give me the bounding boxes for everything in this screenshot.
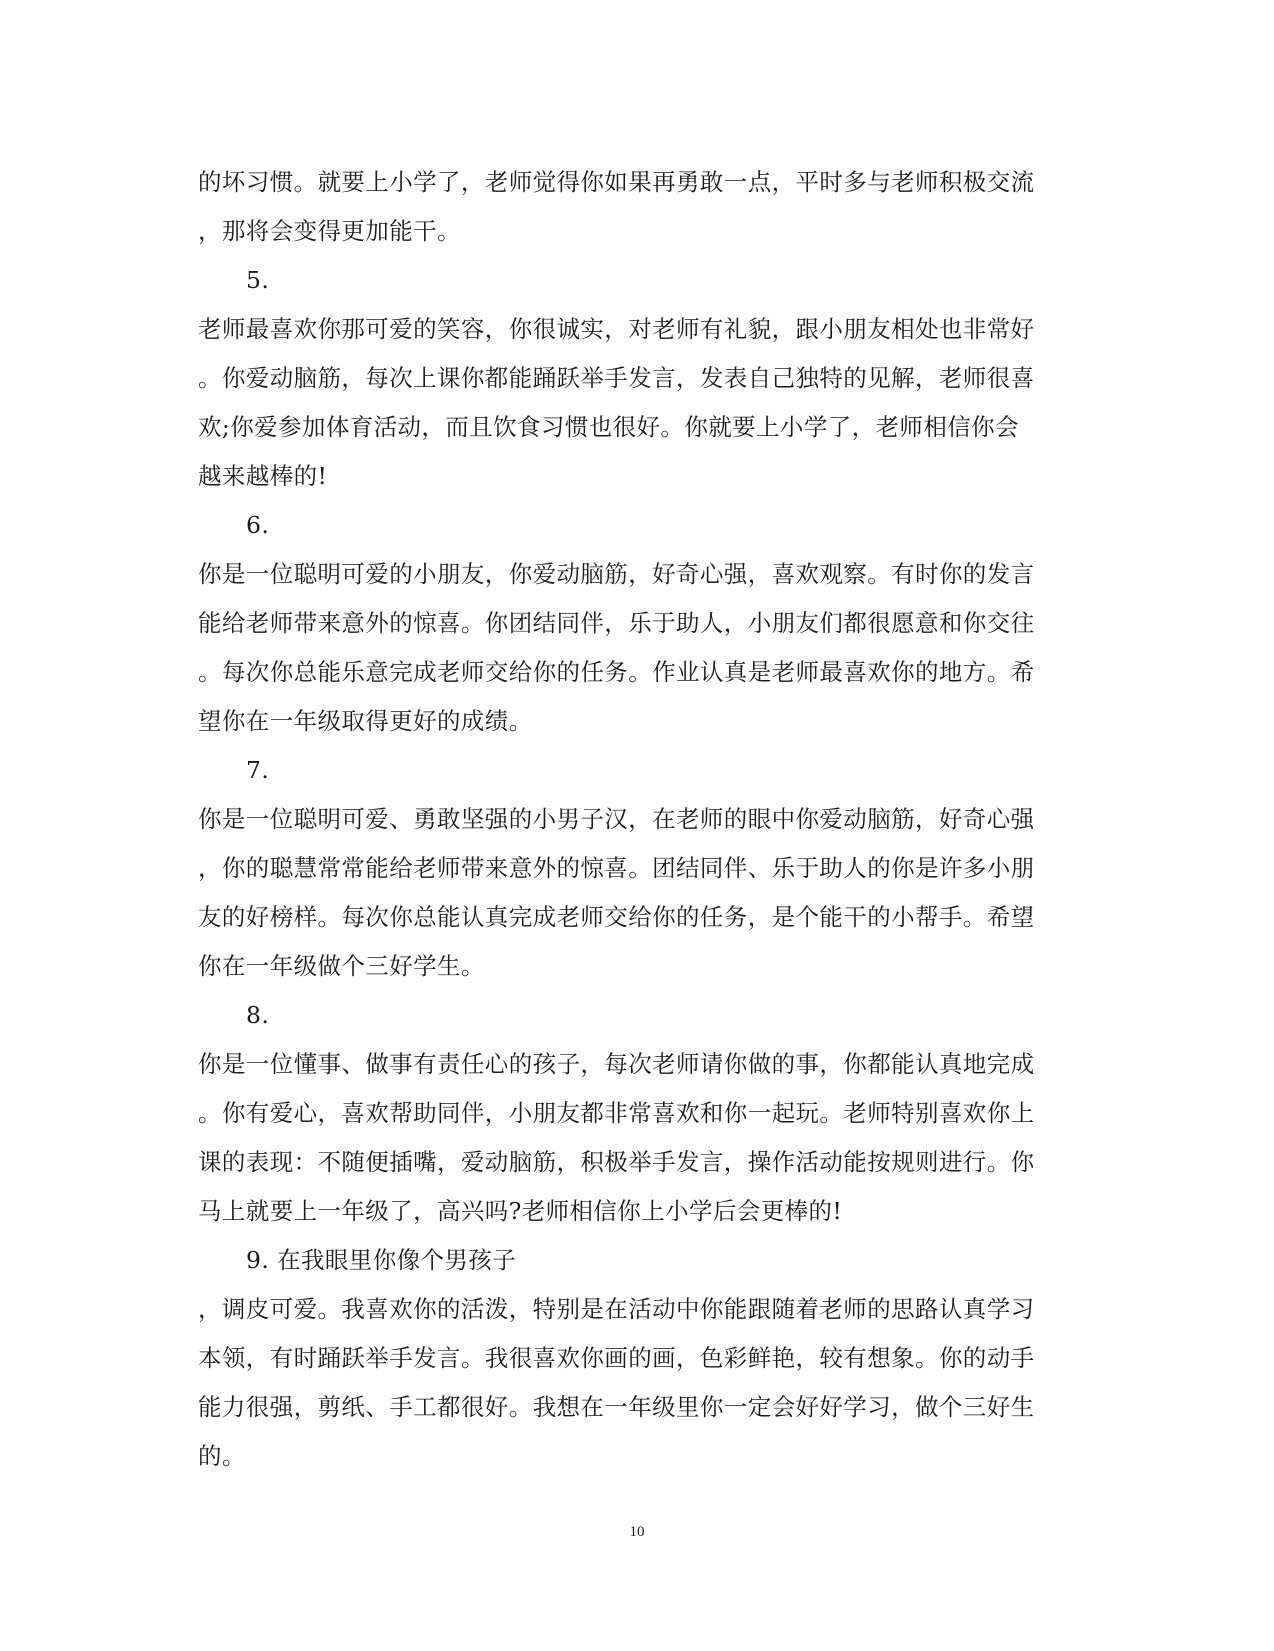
text-line: 你是一位懂事、做事有责任心的孩子，每次老师请你做的事，你都能认真地完成 (198, 1050, 1035, 1078)
item-number: 6. (246, 511, 270, 539)
text-line: 望你在一年级取得更好的成绩。 (198, 707, 533, 735)
text-line: 能给老师带来意外的惊喜。你团结同伴，乐于助人，小朋友们都很愿意和你交往 (198, 609, 1035, 637)
item-number: 7. (246, 756, 270, 784)
text-line: 。你爱动脑筋，每次上课你都能踊跃举手发言，发表自己独特的见解，老师很喜 (198, 364, 1035, 392)
text-line: 的坏习惯。就要上小学了，老师觉得你如果再勇敢一点，平时多与老师积极交流 (198, 168, 1035, 196)
text-line: 越来越棒的! (198, 462, 328, 490)
text-line: 友的好榜样。每次你总能认真完成老师交给你的任务，是个能干的小帮手。希望 (198, 903, 1035, 931)
text-line: ，调皮可爱。我喜欢你的活泼，特别是在活动中你能跟随着老师的思路认真学习 (198, 1295, 1035, 1323)
body-text (198, 158, 1078, 1481)
text-line: 。你有爱心，喜欢帮助同伴，小朋友都非常喜欢和你一起玩。老师特别喜欢你上 (198, 1099, 1035, 1127)
text-line: ，你的聪慧常常能给老师带来意外的惊喜。团结同伴、乐于助人的你是许多小朋 (198, 854, 1035, 882)
text-line: 老师最喜欢你那可爱的笑容，你很诚实，对老师有礼貌，跟小朋友相处也非常好 (198, 315, 1035, 343)
text-line: 的。 (198, 1442, 246, 1470)
text-line: 你是一位聪明可爱、勇敢坚强的小男子汉，在老师的眼中你爱动脑筋，好奇心强 (198, 805, 1035, 833)
text-line: ，那将会变得更加能干。 (198, 217, 461, 245)
text-line: 课的表现：不随便插嘴，爱动脑筋，积极举手发言，操作活动能按规则进行。你 (198, 1148, 1035, 1176)
item-heading: 9. 在我眼里你像个男孩子 (246, 1246, 517, 1274)
text-line: 能力很强，剪纸、手工都很好。我想在一年级里你一定会好好学习，做个三好生 (198, 1393, 1035, 1421)
item-number: 5. (246, 266, 270, 294)
text-line: 欢;你爱参加体育活动，而且饮食习惯也很好。你就要上小学了，老师相信你会 (198, 413, 1019, 441)
text-line: 马上就要上一年级了，高兴吗?老师相信你上小学后会更棒的! (198, 1197, 843, 1225)
text-line: 你在一年级做个三好学生。 (198, 952, 485, 980)
page-number: 10 (629, 1524, 645, 1540)
item-number: 8. (246, 1001, 270, 1029)
text-line: 。每次你总能乐意完成老师交给你的任务。作业认真是老师最喜欢你的地方。希 (198, 658, 1035, 686)
text-line: 你是一位聪明可爱的小朋友，你爱动脑筋，好奇心强，喜欢观察。有时你的发言 (198, 560, 1035, 588)
text-line: 本领，有时踊跃举手发言。我很喜欢你画的画，色彩鲜艳，较有想象。你的动手 (198, 1344, 1035, 1372)
